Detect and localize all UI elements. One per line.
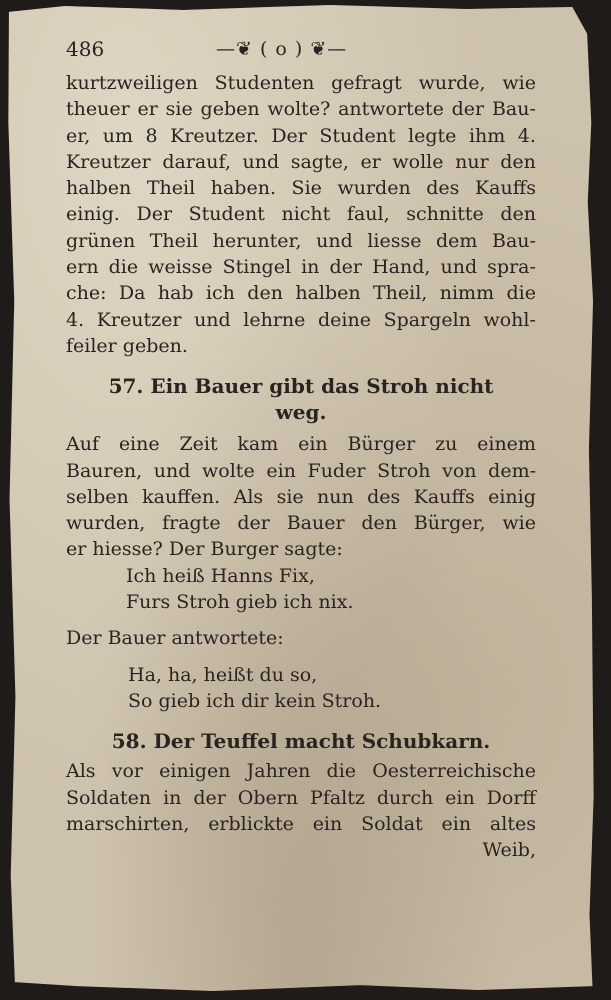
story-56-tail — [66, 70, 536, 359]
text-line: Der Bauer antwortete: — [66, 627, 284, 650]
verse-line: Ha, ha, heißt du so, — [128, 663, 318, 686]
catchword: Weib, — [482, 839, 536, 862]
text-line: 4. Kreutzer und lehrne deine Spargeln wohl- — [66, 308, 536, 331]
text-line: kurtzweiligen Studenten gefragt wurde, wie — [66, 72, 536, 94]
running-header — [66, 36, 536, 66]
text-line: Bauren, und wolte ein Fuder Stroh von dem- — [66, 459, 536, 482]
text-line: Auf eine Zeit kam ein Bürger zu einem — [66, 433, 536, 456]
text-line: wurden, fragte der Bauer den Bürger, wie — [66, 512, 536, 535]
section-title-58: 58. Der Teuffel macht Schubkarn. — [111, 729, 491, 754]
text-line: Kreutzer darauf, und sagte, er wolle nur den — [66, 150, 536, 173]
verse-line: So gieb ich dir kein Stroh. — [128, 689, 382, 712]
page-text — [66, 36, 536, 863]
text-line: marschirten, erblickte ein Soldat ein altes — [66, 812, 536, 835]
text-line: theuer er sie geben wolte? antwortete der Bau- — [66, 98, 536, 121]
story-57-body — [66, 431, 536, 714]
text-line: er, um 8 Kreutzer. Der Student legte ihm 4. — [66, 124, 536, 147]
verse-line: Ich heiß Hanns Fix, — [126, 564, 315, 587]
verse-line: Furs Stroh gieb ich nix. — [126, 591, 354, 614]
text-line: Als vor einigen Jahren die Oesterreichische — [66, 760, 536, 783]
text-line: che: Da hab ich den halben Theil, nimm die — [66, 282, 536, 305]
text-line: halben Theil haben. Sie wurden des Kauffs — [66, 177, 536, 200]
text-line: selben kauffen. Als sie nun des Kauffs einig — [66, 485, 536, 508]
section-title-57: 57. Ein Bauer gibt das Stroh nicht — [108, 374, 494, 399]
text-line: einig. Der Student nicht faul, schnitte den — [66, 203, 536, 226]
text-line: er hiesse? Der Burger sagte: — [66, 538, 343, 561]
header-ornament: —❦ ( o ) ❦— — [216, 38, 348, 60]
text-line: grünen Theil herunter, und liesse dem Bau- — [66, 229, 536, 252]
text-line: Soldaten in der Obern Pfaltz durch ein Dorff — [66, 786, 536, 809]
story-58-body — [66, 758, 536, 863]
text-line: feiler geben. — [66, 334, 188, 357]
section-title-57-cont: weg. — [275, 400, 327, 425]
text-line: ern die weisse Stingel in der Hand, und spra- — [66, 256, 536, 279]
page-number: 486 — [66, 37, 105, 61]
